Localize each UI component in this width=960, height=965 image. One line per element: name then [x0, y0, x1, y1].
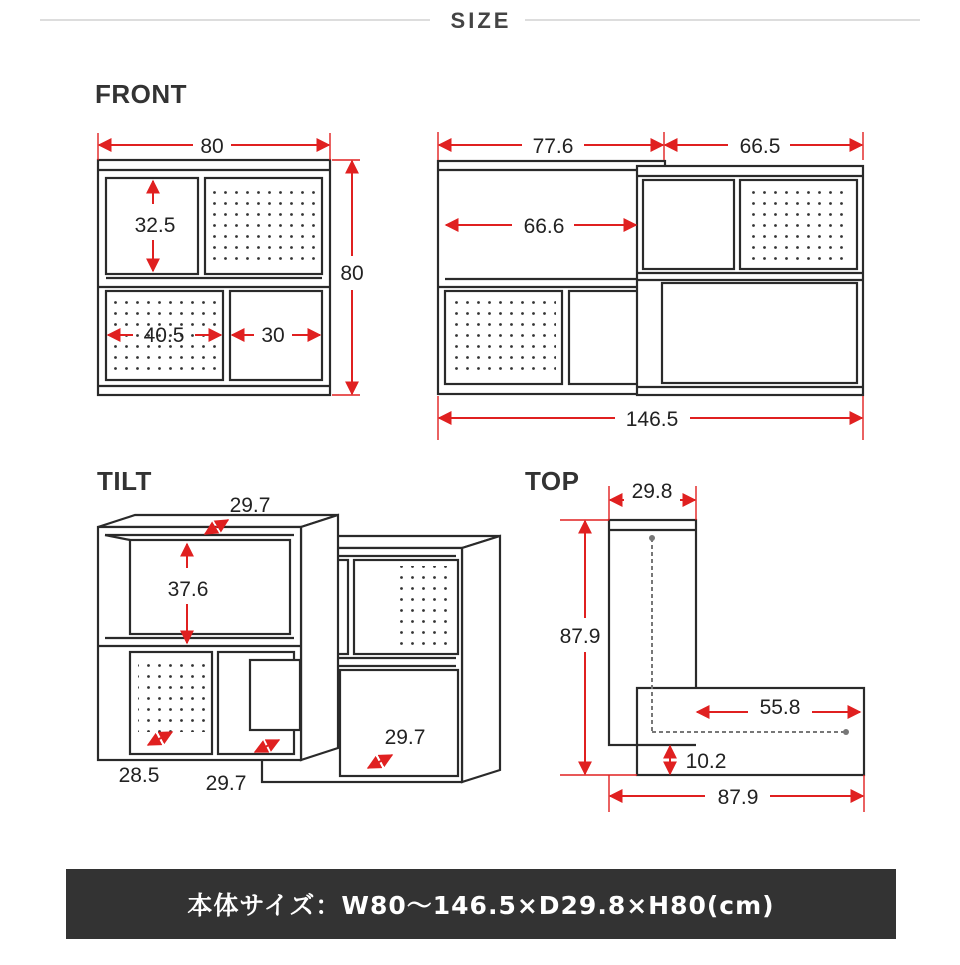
- extended-total-width-label: 146.5: [625, 408, 679, 431]
- section-label-top: TOP: [525, 466, 580, 496]
- top-total-width-label: 87.9: [717, 786, 759, 809]
- tilt-bottom-mid-depth-label: 29.7: [205, 772, 247, 795]
- front-height-label: 80: [340, 262, 364, 285]
- top-view-drawing: [609, 520, 864, 775]
- section-label-tilt: TILT: [97, 466, 152, 496]
- front-inner-height-label: 32.5: [134, 214, 176, 237]
- extended-view-drawing: [438, 161, 863, 395]
- page-title: SIZE: [450, 8, 512, 33]
- title-header: [40, 8, 920, 33]
- front-view-drawing: [98, 160, 330, 395]
- front-left-width-label: 40.5: [143, 324, 185, 347]
- front-width-label: 80: [200, 135, 224, 158]
- tilt-right-depth-label: 29.7: [384, 726, 426, 749]
- top-depth-label: 29.8: [631, 480, 673, 503]
- size-summary-text: 本体サイズ：W80～146.5×D29.8×H80(cm): [187, 891, 775, 920]
- extended-right-width-label: 66.5: [739, 135, 781, 158]
- tilt-top-depth-label: 29.7: [229, 494, 271, 517]
- front-right-width-label: 30: [261, 324, 285, 347]
- tilt-inner-height-label: 37.6: [167, 578, 209, 601]
- tilt-view-drawing: [98, 515, 500, 782]
- tilt-bottom-left-depth-label: 28.5: [118, 764, 160, 787]
- extended-upper-width-label: 77.6: [532, 135, 574, 158]
- top-total-depth-label: 87.9: [559, 625, 601, 648]
- section-label-front: FRONT: [95, 79, 188, 109]
- top-offset-label: 10.2: [685, 750, 727, 773]
- size-summary-banner: [66, 869, 896, 939]
- extended-inner-width-label: 66.6: [523, 215, 565, 238]
- top-inner-width-label: 55.8: [759, 696, 801, 719]
